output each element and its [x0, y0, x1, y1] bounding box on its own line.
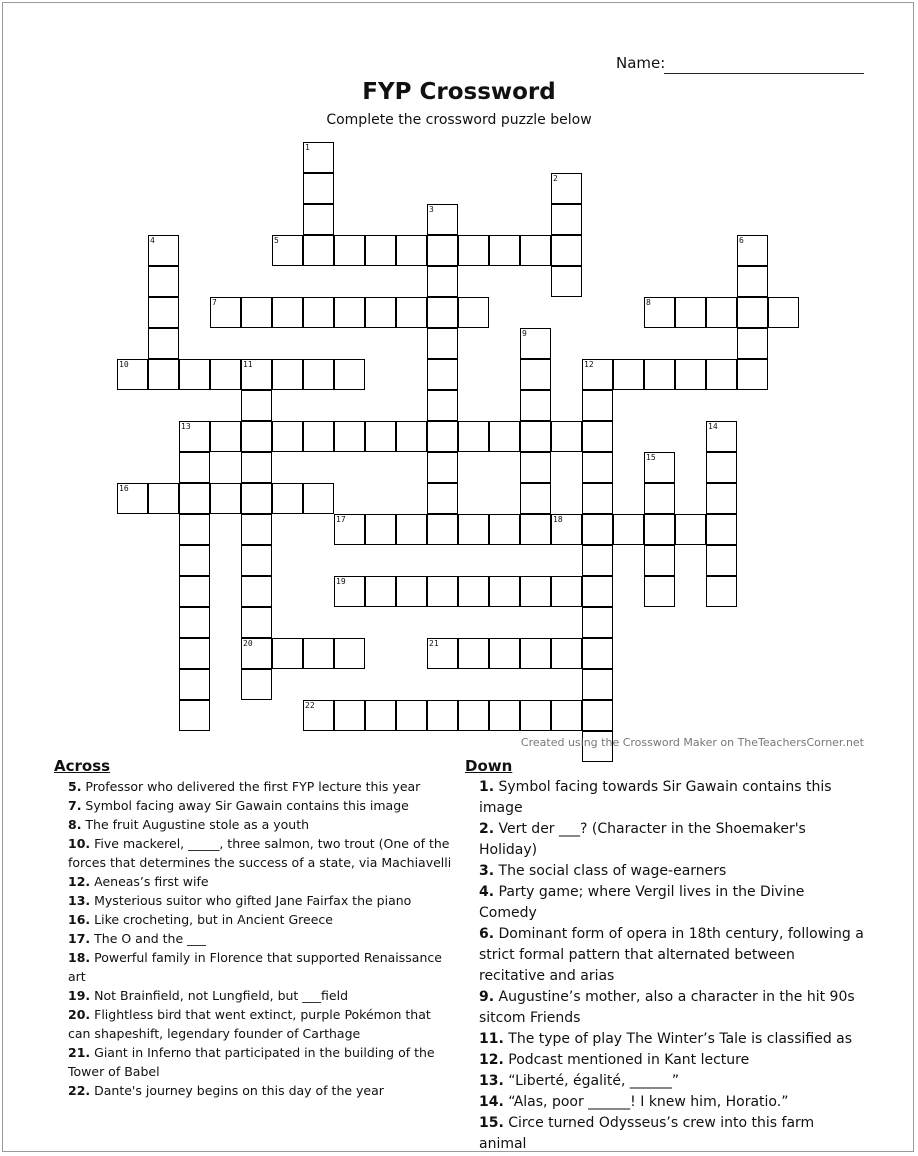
- clue-text: Circe turned Odysseus’s crew into this farm animal: [479, 1115, 815, 1152]
- clue-item: [465, 924, 865, 987]
- clue-item: [54, 1005, 452, 1043]
- crossword-cell[interactable]: [706, 576, 737, 607]
- clue-text: Dante's journey begins on this day of the year: [90, 1083, 384, 1098]
- crossword-cell[interactable]: [613, 359, 644, 390]
- clue-number-label: 7: [212, 298, 217, 307]
- down-clues: [465, 757, 865, 1155]
- crossword-cell[interactable]: [458, 576, 489, 607]
- crossword-cell[interactable]: [365, 421, 396, 452]
- crossword-cell[interactable]: [427, 576, 458, 607]
- puzzle-subtitle: Complete the crossword puzzle below: [326, 112, 592, 128]
- clue-number: 12.: [479, 1052, 504, 1068]
- across-clue-list: [54, 777, 452, 1100]
- name-line[interactable]: [664, 73, 864, 74]
- clue-item: [465, 882, 865, 924]
- crossword-cell[interactable]: [582, 421, 613, 452]
- clue-number-label: 9: [522, 329, 527, 338]
- clue-number-label: 19: [336, 577, 346, 586]
- clue-number-label: 1: [305, 143, 310, 152]
- crossword-cell[interactable]: [675, 514, 706, 545]
- clue-text: Augustine’s mother, also a character in the hit 90s sitcom Friends: [479, 989, 855, 1026]
- crossword-cell[interactable]: [582, 669, 613, 700]
- clue-text: Like crocheting, but in Ancient Greece: [90, 912, 333, 927]
- crossword-cell[interactable]: [582, 390, 613, 421]
- clue-number: 11.: [479, 1031, 504, 1047]
- clue-item: [465, 1113, 865, 1155]
- clue-item: [54, 1081, 452, 1100]
- crossword-cell[interactable]: [458, 514, 489, 545]
- clue-number: 1.: [479, 779, 495, 795]
- clue-number: 4.: [479, 884, 495, 900]
- crossword-cell[interactable]: [303, 173, 334, 204]
- crossword-cell[interactable]: [768, 297, 799, 328]
- crossword-cell[interactable]: [241, 638, 272, 669]
- crossword-cell[interactable]: [427, 297, 458, 328]
- clue-text: The type of play The Winter’s Tale is classified as: [503, 1031, 853, 1047]
- crossword-cell[interactable]: [303, 297, 334, 328]
- crossword-cell[interactable]: [520, 452, 551, 483]
- clue-number-label: 22: [305, 701, 315, 710]
- clue-number-label: 18: [553, 515, 563, 524]
- clue-item: [465, 987, 865, 1029]
- crossword-cell[interactable]: [551, 700, 582, 731]
- clue-number: 16.: [68, 912, 91, 927]
- clue-number-label: 12: [584, 360, 594, 369]
- crossword-cell[interactable]: [706, 514, 737, 545]
- crossword-cell[interactable]: [210, 297, 241, 328]
- crossword-cell[interactable]: [551, 638, 582, 669]
- crossword-cell[interactable]: [520, 700, 551, 731]
- crossword-cell[interactable]: [272, 235, 303, 266]
- crossword-cell[interactable]: [117, 359, 148, 390]
- clue-text: Vert der ___? (Character in the Shoemaker's Holiday): [479, 821, 806, 858]
- crossword-cell[interactable]: [489, 514, 520, 545]
- down-heading: Down: [465, 757, 513, 775]
- across-heading: Across: [54, 757, 111, 775]
- clue-text: Symbol facing away Sir Gawain contains this image: [81, 798, 409, 813]
- clue-text: “Liberté, égalité, ______”: [503, 1073, 680, 1089]
- crossword-cell[interactable]: [551, 173, 582, 204]
- crossword-cell[interactable]: [427, 452, 458, 483]
- crossword-cell[interactable]: [334, 576, 365, 607]
- clue-item: [54, 910, 452, 929]
- crossword-cell[interactable]: [334, 359, 365, 390]
- clue-number-label: 14: [708, 422, 718, 431]
- crossword-cell[interactable]: [520, 576, 551, 607]
- clue-number-label: 3: [429, 205, 434, 214]
- clue-number: 18.: [68, 950, 91, 965]
- crossword-cell[interactable]: [551, 235, 582, 266]
- crossword-cell[interactable]: [582, 452, 613, 483]
- crossword-cell[interactable]: [737, 297, 768, 328]
- crossword-cell[interactable]: [365, 297, 396, 328]
- crossword-cell[interactable]: [427, 514, 458, 545]
- clue-number-label: 20: [243, 639, 253, 648]
- clue-item: [54, 834, 452, 872]
- crossword-cell[interactable]: [520, 514, 551, 545]
- crossword-cell[interactable]: [179, 483, 210, 514]
- clue-text: Five mackerel, _____, three salmon, two trout (One of the forces that determines the success of a state, via Machiavelli: [68, 836, 452, 870]
- crossword-cell[interactable]: [241, 359, 272, 390]
- clue-number: 3.: [479, 863, 495, 879]
- crossword-cell[interactable]: [241, 514, 272, 545]
- clue-item: [465, 1092, 865, 1113]
- clue-text: Symbol facing towards Sir Gawain contains this image: [479, 779, 832, 816]
- crossword-cell[interactable]: [489, 421, 520, 452]
- clue-number-label: 8: [646, 298, 651, 307]
- clue-text: The fruit Augustine stole as a youth: [81, 817, 310, 832]
- crossword-cell[interactable]: [148, 359, 179, 390]
- crossword-cell[interactable]: [334, 638, 365, 669]
- credit-line: Created using the Crossword Maker on TheTeachersCorner.net: [520, 736, 864, 749]
- clue-number: 9.: [479, 989, 495, 1005]
- crossword-cell[interactable]: [427, 421, 458, 452]
- crossword-cell[interactable]: [551, 421, 582, 452]
- crossword-cell[interactable]: [582, 483, 613, 514]
- crossword-cell[interactable]: [737, 328, 768, 359]
- crossword-cell[interactable]: [489, 700, 520, 731]
- crossword-cell[interactable]: [365, 700, 396, 731]
- clue-text: Not Brainfield, not Lungfield, but ___field: [90, 988, 349, 1003]
- crossword-cell[interactable]: [117, 483, 148, 514]
- crossword-cell[interactable]: [334, 421, 365, 452]
- crossword-cell[interactable]: [148, 297, 179, 328]
- puzzle-title: FYP Crossword: [362, 79, 556, 105]
- crossword-cell[interactable]: [272, 638, 303, 669]
- crossword-cell[interactable]: [272, 359, 303, 390]
- crossword-cell[interactable]: [520, 483, 551, 514]
- crossword-cell[interactable]: [303, 142, 334, 173]
- clue-text: Powerful family in Florence that supported Renaissance art: [68, 950, 442, 984]
- crossword-cell[interactable]: [427, 638, 458, 669]
- clue-number: 6.: [479, 926, 495, 942]
- crossword-cell[interactable]: [303, 638, 334, 669]
- crossword-cell[interactable]: [520, 638, 551, 669]
- clue-text: Podcast mentioned in Kant lecture: [503, 1052, 750, 1068]
- clue-text: Party game; where Vergil lives in the Divine Comedy: [479, 884, 805, 921]
- crossword-cell[interactable]: [334, 235, 365, 266]
- crossword-cell[interactable]: [148, 235, 179, 266]
- crossword-cell[interactable]: [241, 452, 272, 483]
- crossword-cell[interactable]: [489, 235, 520, 266]
- crossword-cell[interactable]: [706, 545, 737, 576]
- crossword-cell[interactable]: [582, 545, 613, 576]
- clue-number: 7.: [68, 798, 82, 813]
- crossword-cell[interactable]: [179, 638, 210, 669]
- crossword-cell[interactable]: [613, 514, 644, 545]
- crossword-cell[interactable]: [241, 545, 272, 576]
- crossword-cell[interactable]: [520, 390, 551, 421]
- clue-item: [54, 777, 452, 796]
- crossword-cell[interactable]: [179, 576, 210, 607]
- across-clues: [54, 757, 452, 1100]
- clue-number-label: 17: [336, 515, 346, 524]
- crossword-cell[interactable]: [675, 297, 706, 328]
- clue-item: [465, 777, 865, 819]
- clue-item: [54, 929, 452, 948]
- crossword-cell[interactable]: [458, 700, 489, 731]
- crossword-cell[interactable]: [365, 576, 396, 607]
- crossword-cell[interactable]: [179, 359, 210, 390]
- crossword-cell[interactable]: [303, 359, 334, 390]
- crossword-cell[interactable]: [148, 266, 179, 297]
- crossword-cell[interactable]: [396, 700, 427, 731]
- crossword-cell[interactable]: [520, 421, 551, 452]
- crossword-cell[interactable]: [427, 266, 458, 297]
- clue-number: 17.: [68, 931, 91, 946]
- crossword-cell[interactable]: [706, 452, 737, 483]
- crossword-cell[interactable]: [241, 390, 272, 421]
- crossword-cell[interactable]: [737, 359, 768, 390]
- crossword-cell[interactable]: [396, 235, 427, 266]
- crossword-cell[interactable]: [365, 235, 396, 266]
- clue-item: [54, 796, 452, 815]
- crossword-cell[interactable]: [334, 297, 365, 328]
- crossword-cell[interactable]: [396, 576, 427, 607]
- crossword-cell[interactable]: [303, 204, 334, 235]
- crossword-cell[interactable]: [365, 514, 396, 545]
- clue-text: Dominant form of opera in 18th century, following a strict formal pattern that alternated between recitative and arias: [479, 926, 864, 984]
- crossword-cell[interactable]: [458, 638, 489, 669]
- clue-number: 13.: [68, 893, 91, 908]
- crossword-cell[interactable]: [582, 607, 613, 638]
- crossword-cell[interactable]: [706, 483, 737, 514]
- crossword-cell[interactable]: [427, 328, 458, 359]
- crossword-cell[interactable]: [644, 514, 675, 545]
- clue-number-label: 15: [646, 453, 656, 462]
- crossword-cell[interactable]: [396, 297, 427, 328]
- crossword-cell[interactable]: [675, 359, 706, 390]
- clue-item: [54, 872, 452, 891]
- crossword-cell[interactable]: [179, 607, 210, 638]
- crossword-cell[interactable]: [706, 359, 737, 390]
- crossword-cell[interactable]: [644, 359, 675, 390]
- crossword-cell[interactable]: [272, 297, 303, 328]
- clue-text: Professor who delivered the first FYP lecture this year: [81, 779, 421, 794]
- clue-number: 10.: [68, 836, 91, 851]
- clue-item: [465, 819, 865, 861]
- clue-text: “Alas, poor ______! I knew him, Horatio.”: [503, 1094, 789, 1110]
- crossword-cell[interactable]: [241, 297, 272, 328]
- crossword-cell[interactable]: [582, 359, 613, 390]
- clue-number: 5.: [68, 779, 82, 794]
- clue-number-label: 4: [150, 236, 155, 245]
- clue-text: Mysterious suitor who gifted Jane Fairfax the piano: [90, 893, 412, 908]
- crossword-cell[interactable]: [644, 483, 675, 514]
- crossword-cell[interactable]: [179, 700, 210, 731]
- crossword-cell[interactable]: [458, 235, 489, 266]
- crossword-cell[interactable]: [644, 452, 675, 483]
- crossword-cell[interactable]: [241, 669, 272, 700]
- clue-number-label: 21: [429, 639, 439, 648]
- crossword-cell[interactable]: [737, 235, 768, 266]
- crossword-cell[interactable]: [427, 235, 458, 266]
- crossword-cell[interactable]: [427, 390, 458, 421]
- crossword-cell[interactable]: [551, 204, 582, 235]
- crossword-cell[interactable]: [334, 514, 365, 545]
- crossword-cell[interactable]: [179, 514, 210, 545]
- crossword-cell[interactable]: [644, 576, 675, 607]
- crossword-cell[interactable]: [427, 700, 458, 731]
- crossword-cell[interactable]: [272, 421, 303, 452]
- crossword-cell[interactable]: [148, 483, 179, 514]
- crossword-cell[interactable]: [551, 576, 582, 607]
- crossword-cell[interactable]: [179, 545, 210, 576]
- crossword-cell[interactable]: [210, 483, 241, 514]
- crossword-cell[interactable]: [644, 297, 675, 328]
- crossword-cell[interactable]: [458, 297, 489, 328]
- crossword-cell[interactable]: [706, 297, 737, 328]
- clue-item: [465, 1050, 865, 1071]
- crossword-cell[interactable]: [582, 514, 613, 545]
- clue-number-label: 6: [739, 236, 744, 245]
- crossword-cell[interactable]: [148, 328, 179, 359]
- clue-item: [54, 891, 452, 910]
- crossword-cell[interactable]: [241, 421, 272, 452]
- clue-item: [54, 948, 452, 986]
- crossword-cell[interactable]: [396, 421, 427, 452]
- crossword-cell[interactable]: [551, 514, 582, 545]
- clue-item: [54, 1043, 452, 1081]
- clue-number-label: 10: [119, 360, 129, 369]
- clue-number: 22.: [68, 1083, 91, 1098]
- clue-number: 21.: [68, 1045, 91, 1060]
- clue-text: The social class of wage-earners: [494, 863, 727, 879]
- crossword-cell[interactable]: [706, 421, 737, 452]
- clue-number: 2.: [479, 821, 495, 837]
- crossword-cell[interactable]: [520, 328, 551, 359]
- crossword-cell[interactable]: [582, 638, 613, 669]
- clue-number: 12.: [68, 874, 91, 889]
- clue-number: 8.: [68, 817, 82, 832]
- clue-text: Giant in Inferno that participated in the building of the Tower of Babel: [68, 1045, 435, 1079]
- crossword-cell[interactable]: [520, 235, 551, 266]
- crossword-cell[interactable]: [427, 359, 458, 390]
- crossword-cell[interactable]: [303, 235, 334, 266]
- crossword-cell[interactable]: [427, 483, 458, 514]
- crossword-cell[interactable]: [303, 700, 334, 731]
- clue-number-label: 2: [553, 174, 558, 183]
- crossword-cell[interactable]: [427, 204, 458, 235]
- crossword-cell[interactable]: [737, 266, 768, 297]
- clue-item: [54, 986, 452, 1005]
- clue-number: 19.: [68, 988, 91, 1003]
- crossword-cell[interactable]: [303, 421, 334, 452]
- crossword-cell[interactable]: [179, 669, 210, 700]
- crossword-cell[interactable]: [241, 607, 272, 638]
- clue-item: [465, 1029, 865, 1050]
- clue-number: 13.: [479, 1073, 504, 1089]
- crossword-cell[interactable]: [334, 700, 365, 731]
- crossword-cell[interactable]: [489, 576, 520, 607]
- crossword-cell[interactable]: [458, 421, 489, 452]
- clue-text: The O and the ___: [90, 931, 206, 946]
- crossword-cell[interactable]: [179, 452, 210, 483]
- crossword-cell[interactable]: [210, 421, 241, 452]
- crossword-cell[interactable]: [582, 700, 613, 731]
- name-label: Name:: [616, 54, 666, 72]
- clue-text: Aeneas’s first wife: [90, 874, 209, 889]
- clue-number: 20.: [68, 1007, 91, 1022]
- clue-number: 14.: [479, 1094, 504, 1110]
- crossword-cell[interactable]: [551, 266, 582, 297]
- crossword-cell[interactable]: [210, 359, 241, 390]
- clue-item: [465, 1071, 865, 1092]
- crossword-cell[interactable]: [582, 576, 613, 607]
- clue-item: [465, 861, 865, 882]
- crossword-cell[interactable]: [489, 638, 520, 669]
- crossword-cell[interactable]: [303, 483, 334, 514]
- clue-number-label: 16: [119, 484, 129, 493]
- clue-item: [54, 815, 452, 834]
- crossword-cell[interactable]: [179, 421, 210, 452]
- crossword-cell[interactable]: [520, 359, 551, 390]
- clue-number-label: 11: [243, 360, 253, 369]
- crossword-cell[interactable]: [396, 514, 427, 545]
- clue-number: 15.: [479, 1115, 504, 1131]
- clue-number-label: 5: [274, 236, 279, 245]
- crossword-cell[interactable]: [644, 545, 675, 576]
- clue-number-label: 13: [181, 422, 191, 431]
- crossword-cell[interactable]: [241, 483, 272, 514]
- clue-text: Flightless bird that went extinct, purple Pokémon that can shapeshift, legendary founder of Carthage: [68, 1007, 431, 1041]
- crossword-cell[interactable]: [241, 576, 272, 607]
- crossword-cell[interactable]: [272, 483, 303, 514]
- down-clue-list: [465, 777, 865, 1155]
